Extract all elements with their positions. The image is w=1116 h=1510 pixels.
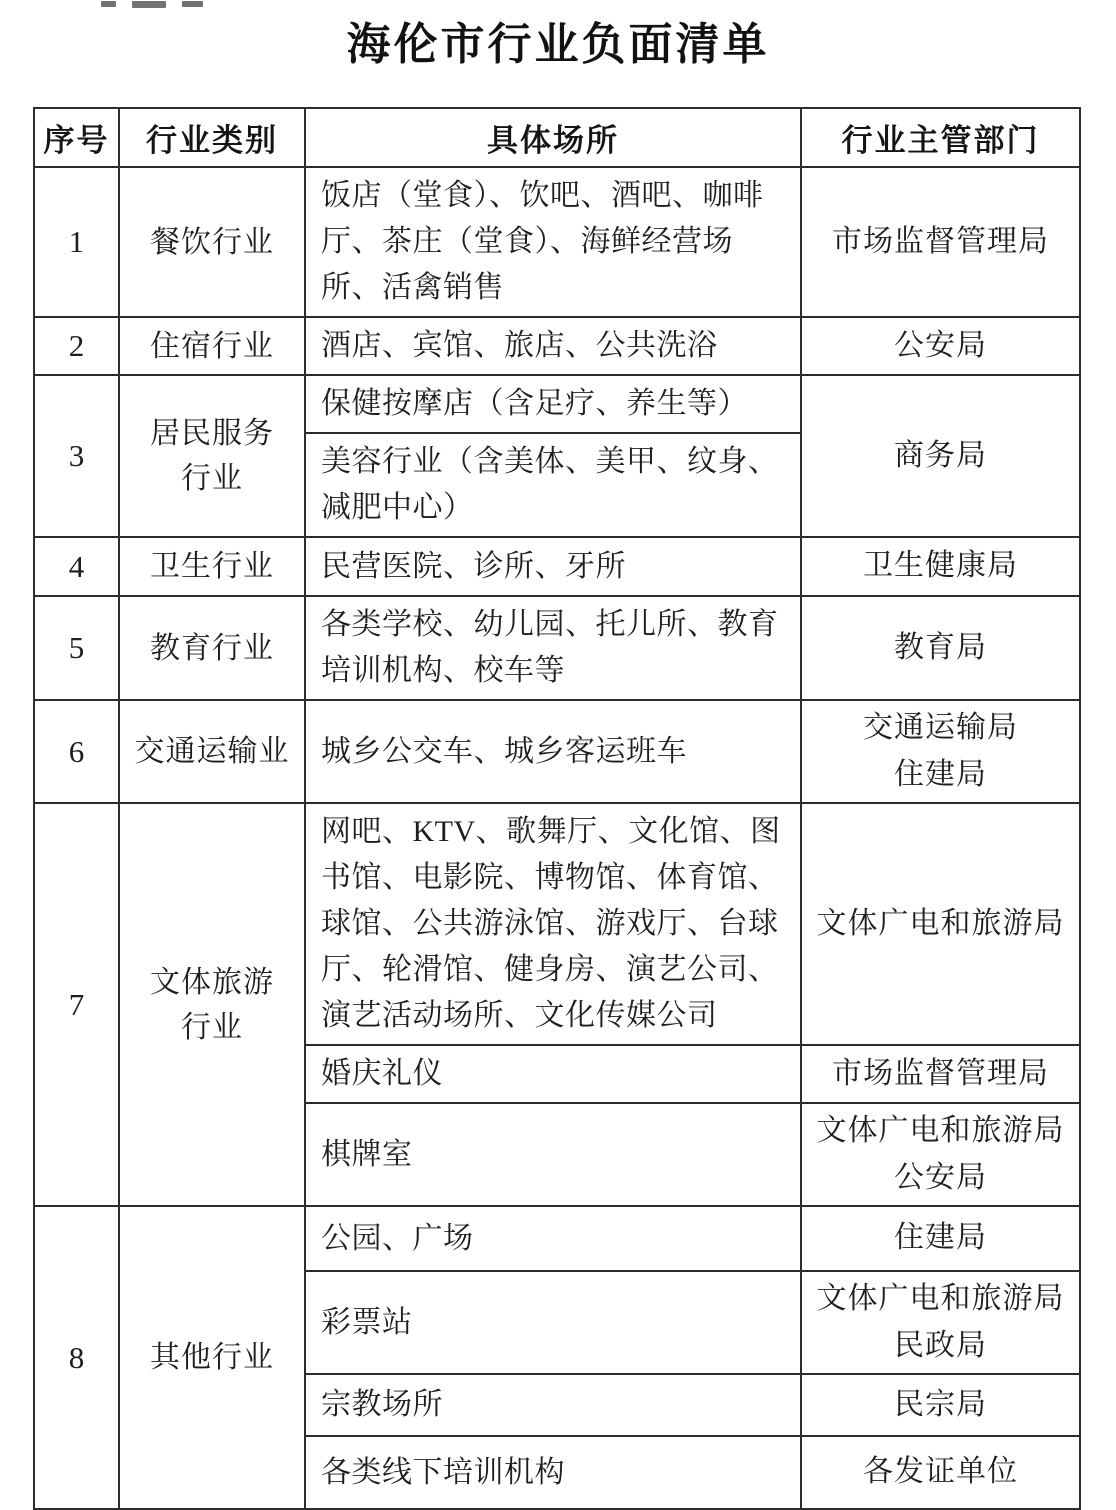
cell-department	[801, 803, 1080, 1045]
table-row	[34, 596, 1080, 700]
cell-venues: 公园、广场	[305, 1206, 801, 1271]
scan-artifact	[101, 1, 203, 8]
table-row	[34, 537, 1080, 596]
category-line: 餐饮行业	[150, 225, 274, 259]
category-line: 住宿行业	[150, 329, 274, 363]
cell-venues: 民营医院、诊所、牙所	[305, 537, 801, 596]
cell-department	[801, 167, 1080, 317]
cell-department	[801, 1374, 1080, 1436]
cell-venues: 饭店（堂食）、饮吧、酒吧、咖啡厅、茶庄（堂食）、海鲜经营场所、活禽销售	[305, 167, 801, 317]
cell-no: 8	[34, 1206, 119, 1509]
cell-venues: 宗教场所	[305, 1374, 801, 1436]
cell-venues: 保健按摩店（含足疗、养生等）	[305, 375, 801, 433]
department-line: 文体广电和旅游局	[816, 1114, 1065, 1147]
cell-venues: 各类学校、幼儿园、托儿所、教育培训机构、校车等	[305, 596, 801, 700]
cell-department	[801, 1045, 1080, 1103]
department-line: 民宗局	[894, 1387, 987, 1421]
category-line: 行业	[181, 1010, 243, 1044]
cell-venues: 婚庆礼仪	[305, 1045, 801, 1103]
cell-venues: 各类线下培训机构	[305, 1436, 801, 1509]
table-row	[34, 1206, 1080, 1271]
table-row	[34, 803, 1080, 1045]
cell-no: 1	[34, 167, 119, 317]
cell-venues: 城乡公交车、城乡客运班车	[305, 700, 801, 803]
cell-department	[801, 1103, 1080, 1206]
cell-category	[119, 803, 305, 1206]
table-row	[34, 167, 1080, 317]
cell-category	[119, 537, 305, 596]
department-line: 文体广电和旅游局	[816, 906, 1065, 940]
cell-category	[119, 317, 305, 375]
category-line: 教育行业	[150, 631, 274, 665]
table-header-row	[34, 108, 1080, 167]
cell-department	[801, 537, 1080, 596]
department-line: 公安局	[894, 328, 987, 362]
department-line: 市场监督管理局	[832, 224, 1049, 258]
cell-category	[119, 596, 305, 700]
table-row	[34, 375, 1080, 433]
cell-venues: 酒店、宾馆、旅店、公共洗浴	[305, 317, 801, 375]
department-line: 民政局	[894, 1328, 987, 1362]
cell-department	[801, 1271, 1080, 1374]
cell-department	[801, 1436, 1080, 1509]
department-line: 交通运输局	[863, 711, 1018, 744]
cell-venues: 网吧、KTV、歌舞厅、文化馆、图书馆、电影院、博物馆、体育馆、球馆、公共游泳馆、游戏厅、台球厅、轮滑馆、健身房、演艺公司、演艺活动场所、文化传媒公司	[305, 803, 801, 1045]
cell-no: 7	[34, 803, 119, 1206]
cell-no: 6	[34, 700, 119, 803]
department-line: 商务局	[894, 438, 987, 472]
cell-no: 4	[34, 537, 119, 596]
cell-department	[801, 375, 1080, 537]
cell-venues: 美容行业（含美体、美甲、纹身、减肥中心）	[305, 433, 801, 537]
page-title: 海伦市行业负面清单	[346, 20, 770, 69]
industry-negative-list-table	[33, 107, 1081, 1510]
department-line: 市场监督管理局	[832, 1056, 1049, 1090]
category-line: 交通运输业	[134, 735, 290, 768]
category-line: 居民服务	[150, 417, 274, 450]
cell-department	[801, 700, 1080, 803]
department-line: 卫生健康局	[863, 549, 1018, 583]
col-header-category: 行业类别	[119, 108, 305, 167]
col-header-department: 行业主管部门	[801, 108, 1080, 167]
department-line: 住建局	[894, 757, 987, 791]
department-line: 各发证单位	[863, 1455, 1018, 1489]
department-line: 住建局	[894, 1221, 987, 1255]
cell-category	[119, 375, 305, 537]
cell-venues: 棋牌室	[305, 1103, 801, 1206]
department-line: 教育局	[894, 630, 987, 664]
cell-category	[119, 167, 305, 317]
department-line: 文体广电和旅游局	[816, 1282, 1065, 1315]
cell-venues: 彩票站	[305, 1271, 801, 1374]
cell-category	[119, 700, 305, 803]
department-line: 公安局	[894, 1160, 987, 1194]
cell-no: 3	[34, 375, 119, 537]
table-row	[34, 317, 1080, 375]
category-line: 卫生行业	[150, 550, 274, 583]
cell-department	[801, 596, 1080, 700]
table-row	[34, 700, 1080, 803]
cell-department	[801, 1206, 1080, 1271]
col-header-no: 序号	[34, 108, 119, 167]
category-line: 文体旅游	[150, 965, 274, 999]
cell-no: 2	[34, 317, 119, 375]
category-line: 其他行业	[150, 1341, 274, 1374]
cell-department	[801, 317, 1080, 375]
category-line: 行业	[181, 462, 243, 495]
cell-no: 5	[34, 596, 119, 700]
cell-category	[119, 1206, 305, 1509]
col-header-venues: 具体场所	[305, 108, 801, 167]
